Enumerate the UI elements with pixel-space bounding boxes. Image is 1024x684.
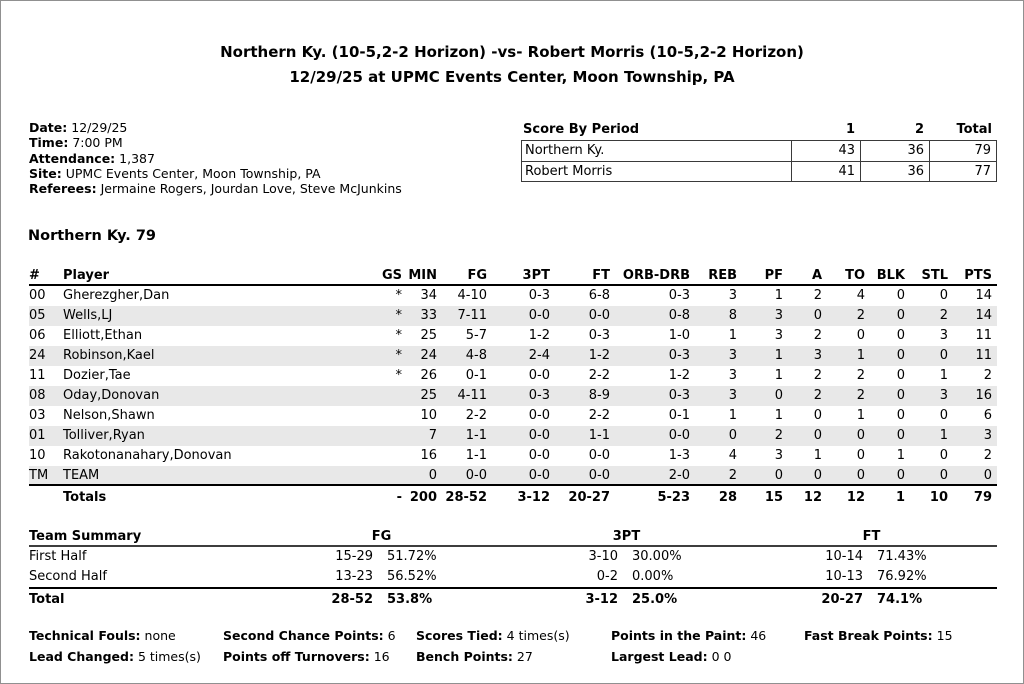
col-gs: GS — [381, 268, 402, 283]
stat-gs — [353, 406, 407, 426]
stat-fg: 4-8 — [465, 348, 487, 363]
player-name: Oday,Donovan — [63, 388, 160, 403]
fg-pct: 51.72% — [387, 549, 437, 564]
3pt-made-att: 0-2 — [596, 569, 618, 584]
stat-a: 12 — [803, 490, 822, 505]
stat-ft: 1-1 — [588, 428, 610, 443]
stat-gs — [353, 426, 407, 446]
col-fg: FG — [467, 268, 487, 283]
footer-stats — [29, 625, 1009, 667]
player-row — [29, 366, 997, 386]
player-row — [29, 286, 997, 306]
stat-a: 0 — [813, 308, 822, 323]
ft-pct: 71.43% — [877, 549, 927, 564]
stat-orb-drb: 0-8 — [668, 308, 690, 323]
stat-3pt: 0-0 — [528, 408, 550, 423]
total-score: 79 — [929, 141, 996, 161]
game-info-block — [29, 120, 402, 196]
stat-pts: 2 — [983, 368, 992, 383]
stat-fg: 4-10 — [457, 288, 487, 303]
stat-to: 2 — [856, 368, 865, 383]
stat-blk: 0 — [896, 428, 905, 443]
stat-reb: 3 — [728, 388, 737, 403]
summary-row-label: Second Half — [29, 569, 107, 584]
period-2-score: 36 — [860, 162, 929, 181]
stat-orb-drb: 0-3 — [668, 388, 690, 403]
stat-3pt: 0-0 — [528, 308, 550, 323]
game-title: Northern Ky. (10-5,2-2 Horizon) -vs- Robert Morris (10-5,2-2 Horizon) — [220, 43, 804, 61]
stat-a: 2 — [813, 328, 822, 343]
totals-row — [29, 486, 997, 508]
stat-reb: 3 — [728, 348, 737, 363]
stat-orb-drb: 1-3 — [668, 448, 690, 463]
3pt-pct: 25.0% — [632, 592, 678, 607]
summary-col-3pt: 3PT — [612, 529, 641, 544]
stat-gs: * — [395, 348, 402, 363]
stat-fg: 4-11 — [457, 388, 487, 403]
player-row — [29, 426, 997, 446]
stat-stl: 1 — [939, 368, 948, 383]
game-info-time: Time: 7:00 PM — [29, 135, 123, 151]
stat-pts: 16 — [975, 388, 992, 403]
stat-pf: 3 — [774, 448, 783, 463]
team-name: Northern Ky. — [525, 143, 605, 158]
player-number: 11 — [29, 368, 46, 383]
bench-points: Bench Points: 27 — [416, 649, 533, 664]
points-in-the-paint: Points in the Paint: 46 — [611, 628, 767, 643]
stat-pts: 14 — [975, 308, 992, 323]
score-header-total: Total — [956, 122, 992, 137]
stat-orb-drb: 0-0 — [668, 428, 690, 443]
player-row — [29, 326, 997, 346]
col-number: # — [29, 268, 40, 283]
col-reb: REB — [708, 268, 737, 283]
col-orb-drb: ORB-DRB — [622, 268, 690, 283]
stat-stl: 3 — [939, 388, 948, 403]
score-header-period-1: 1 — [845, 122, 855, 137]
lead-changed: Lead Changed: 5 times(s) — [29, 649, 201, 664]
stat-pf: 2 — [774, 428, 783, 443]
stat-3pt: 0-3 — [528, 288, 550, 303]
game-info-referees: Referees: Jermaine Rogers, Jourdan Love, Steve McJunkins — [29, 181, 402, 197]
stat-gs: * — [395, 288, 402, 303]
stat-min: 26 — [420, 368, 437, 383]
stat-stl: 1 — [939, 428, 948, 443]
stat-pts: 79 — [973, 490, 992, 505]
stat-3pt: 2-4 — [528, 348, 550, 363]
stat-3pt: 0-3 — [528, 388, 550, 403]
ft-made-att: 20-27 — [821, 592, 863, 607]
player-row — [29, 386, 997, 406]
stat-pts: 6 — [983, 408, 992, 423]
total-score: 77 — [929, 162, 996, 181]
stat-pf: 3 — [774, 328, 783, 343]
stat-gs: - — [396, 490, 402, 505]
score-by-period-table — [521, 120, 997, 182]
player-name: Rakotonanahary,Donovan — [63, 448, 232, 463]
largest-lead: Largest Lead: 0 0 — [611, 649, 732, 664]
stat-orb-drb: 1-2 — [668, 368, 690, 383]
fg-pct: 53.8% — [387, 592, 433, 607]
stat-blk: 0 — [896, 388, 905, 403]
stat-ft: 2-2 — [588, 408, 610, 423]
scores-tied: Scores Tied: 4 times(s) — [416, 628, 570, 643]
stat-reb: 1 — [728, 408, 737, 423]
stat-ft: 20-27 — [568, 490, 610, 505]
stat-fg: 5-7 — [465, 328, 487, 343]
stat-reb: 2 — [728, 468, 737, 483]
col-pf: PF — [764, 268, 783, 283]
stat-ft: 0-0 — [588, 468, 610, 483]
stat-orb-drb: 2-0 — [668, 468, 690, 483]
stat-stl: 10 — [929, 490, 948, 505]
score-by-period-body — [521, 140, 997, 182]
stat-gs: * — [395, 368, 402, 383]
stat-min: 0 — [428, 468, 437, 483]
ft-pct: 76.92% — [877, 569, 927, 584]
stat-blk: 0 — [896, 328, 905, 343]
player-number: 24 — [29, 348, 46, 363]
stat-ft: 8-9 — [588, 388, 610, 403]
stat-min: 7 — [428, 428, 437, 443]
stat-a: 2 — [813, 388, 822, 403]
footer-stats-row-2 — [29, 646, 1009, 667]
stat-to: 0 — [856, 468, 865, 483]
stat-stl: 0 — [939, 348, 948, 363]
score-row-away — [522, 161, 996, 181]
team-name: Robert Morris — [525, 164, 613, 179]
document-header — [1, 40, 1023, 90]
col-a: A — [811, 268, 822, 283]
stat-stl: 0 — [939, 288, 948, 303]
fg-made-att: 15-29 — [335, 549, 373, 564]
score-header-label: Score By Period — [523, 122, 640, 137]
stat-pf: 1 — [774, 368, 783, 383]
stat-a: 2 — [813, 368, 822, 383]
technical-fouls: Technical Fouls: none — [29, 628, 176, 643]
stat-pf: 0 — [774, 388, 783, 403]
3pt-pct: 30.00% — [632, 549, 682, 564]
stat-reb: 4 — [728, 448, 737, 463]
stat-3pt: 0-0 — [528, 428, 550, 443]
stat-pts: 3 — [983, 428, 992, 443]
stat-3pt: 0-0 — [528, 368, 550, 383]
stat-gs — [353, 386, 407, 406]
second-chance-points: Second Chance Points: 6 — [223, 628, 396, 643]
stat-reb: 3 — [728, 368, 737, 383]
stat-stl: 2 — [939, 308, 948, 323]
player-row — [29, 346, 997, 366]
team-row — [29, 466, 997, 486]
stat-ft: 6-8 — [588, 288, 610, 303]
period-2-score: 36 — [860, 141, 929, 161]
player-name: Gherezgher,Dan — [63, 288, 170, 303]
points-off-turnovers: Points off Turnovers: 16 — [223, 649, 390, 664]
stat-pts: 14 — [975, 288, 992, 303]
player-number: 08 — [29, 388, 46, 403]
stat-min: 200 — [409, 490, 437, 505]
stat-a: 0 — [813, 468, 822, 483]
stat-orb-drb: 0-3 — [668, 288, 690, 303]
player-name: Elliott,Ethan — [63, 328, 143, 343]
3pt-made-att: 3-10 — [588, 549, 618, 564]
player-number: TM — [29, 468, 49, 483]
stat-ft: 0-0 — [588, 448, 610, 463]
score-by-period-header — [521, 120, 997, 140]
stat-pts: 11 — [975, 348, 992, 363]
player-row — [29, 446, 997, 466]
stat-pf: 1 — [774, 408, 783, 423]
summary-row-second-half — [29, 567, 997, 587]
stat-ft: 0-0 — [588, 308, 610, 323]
3pt-pct: 0.00% — [632, 569, 674, 584]
game-info-site: Site: UPMC Events Center, Moon Township, PA — [29, 165, 321, 181]
stat-pf: 1 — [774, 288, 783, 303]
stat-fg: 0-0 — [465, 468, 487, 483]
stat-gs — [353, 446, 407, 466]
score-header-period-2: 2 — [914, 122, 924, 137]
ft-pct: 74.1% — [877, 592, 923, 607]
stat-to: 4 — [856, 288, 865, 303]
stat-min: 24 — [420, 348, 437, 363]
team-heading: Northern Ky. 79 — [28, 228, 157, 244]
stat-orb-drb: 0-1 — [668, 408, 690, 423]
stat-to: 0 — [856, 328, 865, 343]
stat-fg: 1-1 — [465, 428, 487, 443]
stat-3pt: 3-12 — [517, 490, 550, 505]
stat-stl: 3 — [939, 328, 948, 343]
stat-pf: 1 — [774, 348, 783, 363]
stat-gs: * — [395, 328, 402, 343]
summary-row-total — [29, 587, 997, 608]
col-blk: BLK — [876, 268, 905, 283]
player-name: TEAM — [63, 468, 100, 483]
stat-to: 12 — [846, 490, 865, 505]
player-name: Dozier,Tae — [63, 368, 131, 383]
stat-min: 33 — [420, 308, 437, 323]
summary-row-label: Total — [29, 592, 65, 607]
stat-reb: 3 — [728, 288, 737, 303]
stat-blk: 1 — [896, 448, 905, 463]
stat-stl: 0 — [939, 468, 948, 483]
col-min: MIN — [408, 268, 437, 283]
player-name: Tolliver,Ryan — [63, 428, 145, 443]
stat-3pt: 0-0 — [528, 468, 550, 483]
summary-row-label: First Half — [29, 549, 87, 564]
team-summary-header — [29, 528, 997, 547]
stat-fg: 1-1 — [465, 448, 487, 463]
stat-a: 0 — [813, 408, 822, 423]
totals-label: Totals — [63, 490, 107, 505]
stat-min: 10 — [420, 408, 437, 423]
stat-blk: 0 — [896, 368, 905, 383]
stat-blk: 0 — [896, 408, 905, 423]
stat-gs — [353, 466, 407, 486]
stat-stl: 0 — [939, 408, 948, 423]
stat-pf: 0 — [774, 468, 783, 483]
box-score-header — [29, 267, 997, 286]
stat-min: 34 — [420, 288, 437, 303]
col-stl: STL — [921, 268, 948, 283]
stat-a: 1 — [813, 448, 822, 463]
stat-stl: 0 — [939, 448, 948, 463]
fast-break-points: Fast Break Points: 15 — [804, 628, 953, 643]
stat-to: 1 — [856, 348, 865, 363]
summary-col-ft: FT — [862, 529, 881, 544]
stat-reb: 8 — [728, 308, 737, 323]
stat-fg: 0-1 — [465, 368, 487, 383]
player-number: 06 — [29, 328, 46, 343]
col-player: Player — [63, 268, 110, 283]
fg-made-att: 28-52 — [331, 592, 373, 607]
score-row-home — [522, 141, 996, 161]
team-summary-table — [29, 528, 997, 608]
stat-blk: 0 — [896, 468, 905, 483]
stat-to: 1 — [856, 408, 865, 423]
stat-pts: 11 — [975, 328, 992, 343]
stat-to: 0 — [856, 428, 865, 443]
stat-reb: 1 — [728, 328, 737, 343]
stat-fg: 2-2 — [465, 408, 487, 423]
stat-blk: 0 — [896, 308, 905, 323]
period-1-score: 43 — [791, 141, 860, 161]
box-score-table — [29, 267, 997, 508]
stat-min: 16 — [420, 448, 437, 463]
summary-row-first-half — [29, 547, 997, 567]
fg-pct: 56.52% — [387, 569, 437, 584]
stat-a: 3 — [813, 348, 822, 363]
stat-a: 2 — [813, 288, 822, 303]
game-info-attendance: Attendance: 1,387 — [29, 150, 155, 166]
player-number: 10 — [29, 448, 46, 463]
player-row — [29, 306, 997, 326]
stat-min: 25 — [420, 328, 437, 343]
stat-pf: 15 — [764, 490, 783, 505]
col-3pt: 3PT — [522, 268, 550, 283]
3pt-made-att: 3-12 — [585, 592, 618, 607]
stat-pts: 0 — [983, 468, 992, 483]
stat-orb-drb: 1-0 — [668, 328, 690, 343]
stat-orb-drb: 5-23 — [657, 490, 690, 505]
col-to: TO — [845, 268, 865, 283]
stat-to: 2 — [856, 308, 865, 323]
stat-blk: 1 — [895, 490, 905, 505]
stat-orb-drb: 0-3 — [668, 348, 690, 363]
player-number: 05 — [29, 308, 46, 323]
game-subtitle: 12/29/25 at UPMC Events Center, Moon Township, PA — [289, 68, 735, 86]
ft-made-att: 10-13 — [825, 569, 863, 584]
period-1-score: 41 — [791, 162, 860, 181]
player-number: 01 — [29, 428, 46, 443]
stat-blk: 0 — [896, 348, 905, 363]
player-number — [29, 486, 63, 509]
stat-fg: 28-52 — [445, 490, 487, 505]
player-number: 00 — [29, 288, 46, 303]
stat-min: 25 — [420, 388, 437, 403]
summary-col-fg: FG — [371, 529, 392, 544]
stat-3pt: 0-0 — [528, 448, 550, 463]
stat-to: 0 — [856, 448, 865, 463]
team-summary-title: Team Summary — [29, 529, 142, 544]
game-info-date: Date: 12/29/25 — [29, 120, 128, 135]
player-name: Nelson,Shawn — [63, 408, 155, 423]
ft-made-att: 10-14 — [825, 549, 863, 564]
stat-to: 2 — [856, 388, 865, 403]
stat-reb: 28 — [718, 490, 737, 505]
stat-gs: * — [395, 308, 402, 323]
stat-blk: 0 — [896, 288, 905, 303]
stat-pf: 3 — [774, 308, 783, 323]
fg-made-att: 13-23 — [335, 569, 373, 584]
stat-fg: 7-11 — [457, 308, 487, 323]
stat-ft: 0-3 — [588, 328, 610, 343]
stat-reb: 0 — [728, 428, 737, 443]
stat-pts: 2 — [983, 448, 992, 463]
stat-3pt: 1-2 — [528, 328, 550, 343]
player-name: Wells,LJ — [63, 308, 113, 323]
col-ft: FT — [592, 268, 610, 283]
player-name: Robinson,Kael — [63, 348, 155, 363]
stat-ft: 1-2 — [588, 348, 610, 363]
player-number: 03 — [29, 408, 46, 423]
stat-a: 0 — [813, 428, 822, 443]
player-row — [29, 406, 997, 426]
stat-ft: 2-2 — [588, 368, 610, 383]
col-pts: PTS — [964, 268, 992, 283]
footer-stats-row-1 — [29, 625, 1009, 646]
